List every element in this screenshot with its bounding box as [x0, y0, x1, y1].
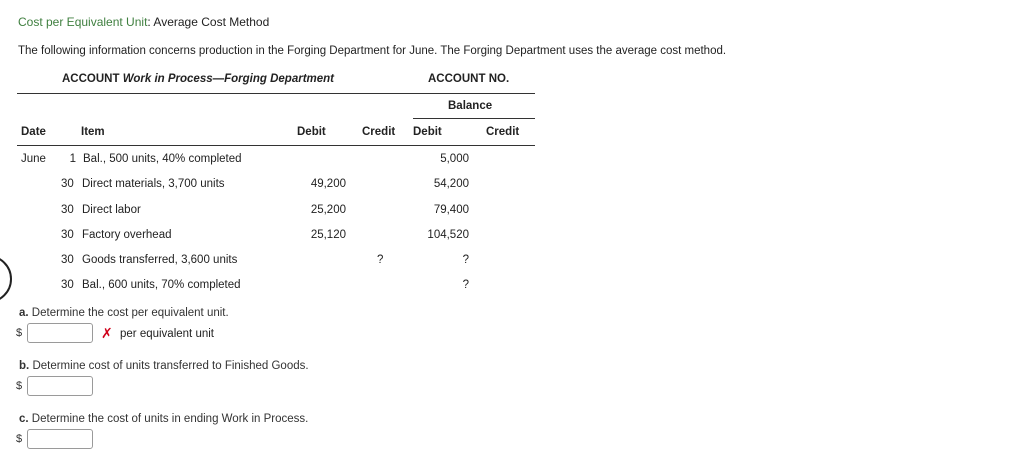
- account-name: Work in Process—Forging Department: [122, 73, 334, 85]
- answer-a-status: [101, 325, 113, 342]
- row-day: 30: [61, 229, 74, 241]
- question-b: [19, 360, 309, 372]
- question-b-text: Determine cost of units transferred to Finished Goods.: [32, 360, 309, 372]
- page-title-prefix: Cost per Equivalent Unit: [18, 15, 148, 29]
- question-b-currency: $: [16, 380, 23, 392]
- question-a-text: Determine the cost per equivalent unit.: [31, 307, 229, 319]
- row-balance-debit: 104,520: [427, 229, 469, 241]
- row-item: Goods transferred, 3,600 units: [82, 254, 238, 266]
- account-title: [62, 73, 334, 85]
- balance-rule: [413, 118, 535, 119]
- cursor-circle-icon: [0, 255, 12, 303]
- ledger-header-rule: [17, 145, 535, 146]
- row-item: Direct materials, 3,700 units: [82, 178, 225, 190]
- ledger-top-rule: [17, 93, 535, 94]
- row-item: Bal., 500 units, 40% completed: [83, 153, 242, 165]
- page-title-suffix: Average Cost Method: [153, 15, 270, 29]
- col-header-balance-credit: Credit: [486, 126, 520, 138]
- col-header-item: Item: [81, 126, 105, 138]
- row-day: 1: [69, 153, 76, 165]
- row-debit: 49,200: [310, 178, 346, 190]
- col-header-credit: Credit: [362, 126, 396, 138]
- row-balance-debit: 5,000: [440, 153, 469, 165]
- answer-a-input[interactable]: [27, 323, 93, 343]
- col-header-date: Date: [21, 126, 46, 138]
- answer-a-suffix: per equivalent unit: [120, 328, 214, 340]
- row-day: 30: [61, 178, 74, 190]
- page-title: [18, 15, 269, 29]
- answer-b-input[interactable]: [27, 376, 93, 396]
- row-debit: 25,120: [310, 229, 346, 241]
- row-item: Bal., 600 units, 70% completed: [82, 279, 241, 291]
- row-day: 30: [61, 254, 74, 266]
- question-c-currency: $: [16, 433, 23, 445]
- question-c-text: Determine the cost of units in ending Work in Process.: [31, 413, 309, 425]
- row-month: June: [21, 153, 46, 165]
- intro-text: The following information concerns production in the Forging Department for June. The Forging Department uses the average cost method.: [18, 45, 727, 57]
- answer-c-input[interactable]: [27, 429, 93, 449]
- row-item: Direct labor: [82, 204, 141, 216]
- account-no-label: ACCOUNT NO.: [428, 73, 510, 85]
- row-day: 30: [61, 279, 74, 291]
- row-balance-debit: 54,200: [433, 178, 469, 190]
- incorrect-x-icon: ✗: [101, 325, 113, 341]
- col-header-debit: Debit: [297, 126, 326, 138]
- page-title-separator: :: [147, 15, 154, 29]
- col-header-balance-debit: Debit: [413, 126, 442, 138]
- question-c-letter: c.: [19, 413, 29, 425]
- row-debit: 25,200: [310, 204, 346, 216]
- question-a: [19, 307, 229, 319]
- row-balance-debit: ?: [462, 279, 469, 291]
- question-c: [19, 413, 308, 425]
- question-a-currency: $: [16, 327, 23, 339]
- question-a-letter: a.: [19, 307, 29, 319]
- row-day: 30: [61, 204, 74, 216]
- question-b-letter: b.: [19, 360, 30, 372]
- balance-label: Balance: [448, 100, 493, 112]
- row-balance-debit: 79,400: [433, 204, 469, 216]
- row-item: Factory overhead: [82, 229, 172, 241]
- account-label: ACCOUNT: [62, 73, 120, 85]
- row-balance-debit: ?: [462, 254, 469, 266]
- row-credit: ?: [377, 254, 384, 266]
